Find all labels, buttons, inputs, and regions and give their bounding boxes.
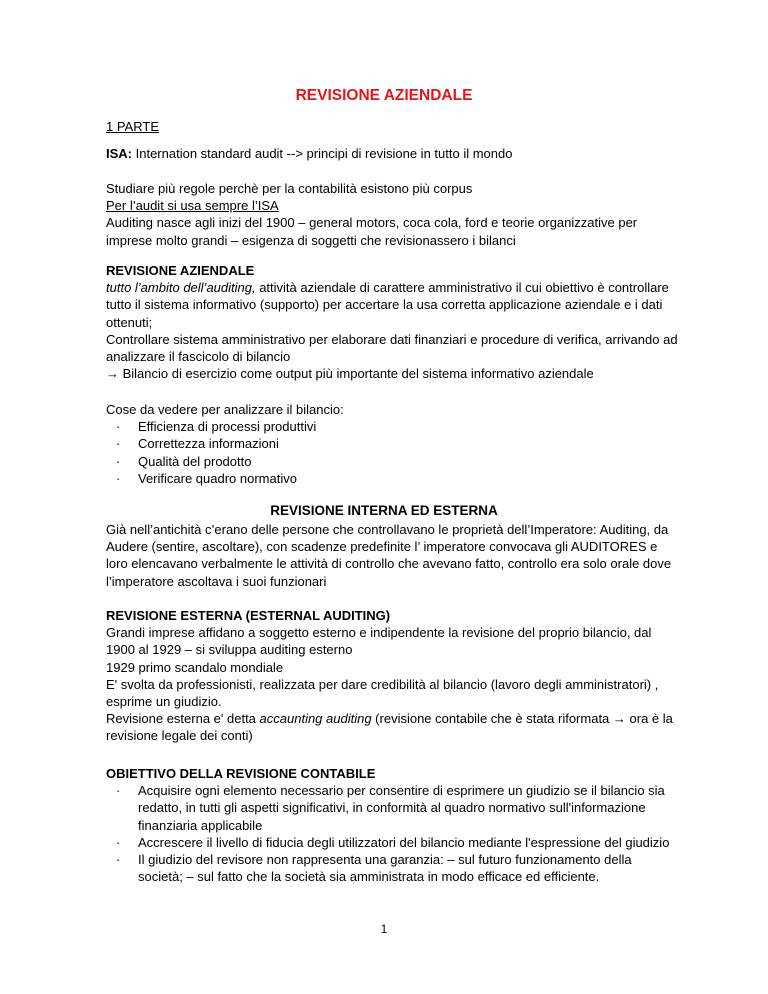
esterna-line-2: 1929 primo scandalo mondiale [106, 659, 284, 675]
intro-line-3: Auditing nasce agli inizi del 1900 – general motors, coca cola, ford e teorie organizzative per imprese molto grandi – esigenza di soggetti che revisionassero i bilanci [106, 215, 638, 248]
cose-list [106, 418, 678, 487]
interna-esterna-text: Già nell’antichità c’erano delle persone che controllavano le proprietà dell’Imperatore: Auditing, da Audere (sentire, ascoltare), con scadenze predefinite l’ imperatore convocava gli AUDITORES e loro elencavano verbalmente le attività di controllo che avevano fatto, controllo era solo orale dove l’imperatore ascoltava i suoi funzionari [106, 522, 672, 589]
obiettivo-section [106, 765, 678, 885]
esterna-section: REVISIONE ESTERNA (ESTERNAL AUDITING) Grandi imprese affidano a soggetto esterno e indipendente la revisione del proprio bilancio, dal 1900 al 1929 – si sviluppa auditing esterno 1929 primo scandalo mondiale E' svolta da professionisti, realizzata per dare credibilità al bilancio (lavoro degli amministratori) , esprime un giudizio. Revisione esterna e' detta accaunting auditing (revisione contabile che è stata riformata → ora è la revisione legale dei conti) [106, 607, 678, 745]
list-item: · Verificare quadro normativo [116, 470, 297, 486]
bullet-icon: · [116, 436, 121, 452]
revisione-aziendale-italic-lead: tutto l’ambito dell’auditing, [106, 280, 256, 296]
revisione-aziendale-section [106, 262, 678, 382]
interna-esterna-heading: REVISIONE INTERNA ED ESTERNA [270, 503, 498, 518]
arrow-icon: → [106, 366, 119, 382]
bullet-icon: · [116, 783, 121, 799]
list-item: · Efficienza di processi produttivi [116, 419, 317, 435]
part-label: 1 PARTE [106, 119, 159, 134]
list-item: · Correttezza informazioni [116, 436, 279, 452]
esterna-line-3: E' svolta da professionisti, realizzata per dare credibilità al bilancio (lavoro degli amministratori) , esprime un giudizio. [106, 676, 659, 710]
arrow-icon: → [612, 711, 626, 727]
intro-paragraph [106, 180, 678, 249]
bullet-icon: · [116, 453, 121, 469]
interna-esterna-section [106, 521, 678, 590]
esterna-line-1: Grandi imprese affidano a soggetto esterno e indipendente la revisione del proprio bilancio, dal 1900 al 1929 – si sviluppa auditing esterno [106, 625, 652, 658]
revisione-aziendale-text-1: attività aziendale di carattere amministrativo il cui obiettivo è controllare tutto il sistema informativo (supporto) per accertare la usa corretta applicazione aziendale e i dati ottenuti; [106, 280, 669, 330]
document-title: REVISIONE AZIENDALE [295, 87, 473, 104]
esterna-heading: REVISIONE ESTERNA (ESTERNAL AUDITING) [106, 608, 391, 623]
bullet-icon: · [116, 470, 121, 486]
list-item: · Qualità del prodotto [116, 453, 252, 469]
isa-definition [106, 145, 678, 162]
obiettivo-list [106, 782, 678, 885]
revisione-aziendale-text-2: Controllare sistema amministrativo per elaborare dati finanziari e procedure di verifica, arrivando ad analizzare il fascicolo di bilancio [106, 331, 678, 365]
revisione-aziendale-heading: REVISIONE AZIENDALE [106, 263, 255, 278]
cose-section [106, 401, 678, 487]
cose-intro: Cose da vedere per analizzare il bilancio: [106, 402, 344, 417]
intro-line-2: Per l’audit si usa sempre l’ISA [106, 198, 279, 214]
part-label-block [106, 118, 678, 135]
bullet-icon: · [116, 852, 121, 868]
bullet-icon: · [116, 419, 121, 435]
list-item: · Il giudizio del revisore non rappresenta una garanzia: – sul futuro funzionamento della società; – sul fatto che la società sia amministrata in modo efficace ed efficiente. [116, 852, 632, 885]
list-item: · Acquisire ogni elemento necessario per consentire di esprimere un giudizio se il bilancio sia redatto, in tutti gli aspetti significativi, in conformità al quadro normativo sull'informazione finanziaria applicabile [116, 783, 665, 833]
bullet-icon: · [116, 834, 121, 850]
intro-line-1: Studiare più regole perchè per la contabilità esistono più corpus [106, 181, 473, 196]
revisione-aziendale-text-3: Bilancio di esercizio come output più importante del sistema informativo aziendale [119, 366, 594, 382]
page-number: 1 [380, 922, 388, 936]
list-item: · Accrescere il livello di fiducia degli utilizzatori del bilancio mediante l'espressione del giudizio [116, 834, 670, 850]
isa-text: Internation standard audit --> principi di revisione in tutto il mondo [132, 146, 513, 161]
accaunting-auditing-term: accaunting auditing [259, 711, 372, 727]
isa-label: ISA: [106, 146, 132, 161]
obiettivo-heading: OBIETTIVO DELLA REVISIONE CONTABILE [106, 766, 376, 781]
